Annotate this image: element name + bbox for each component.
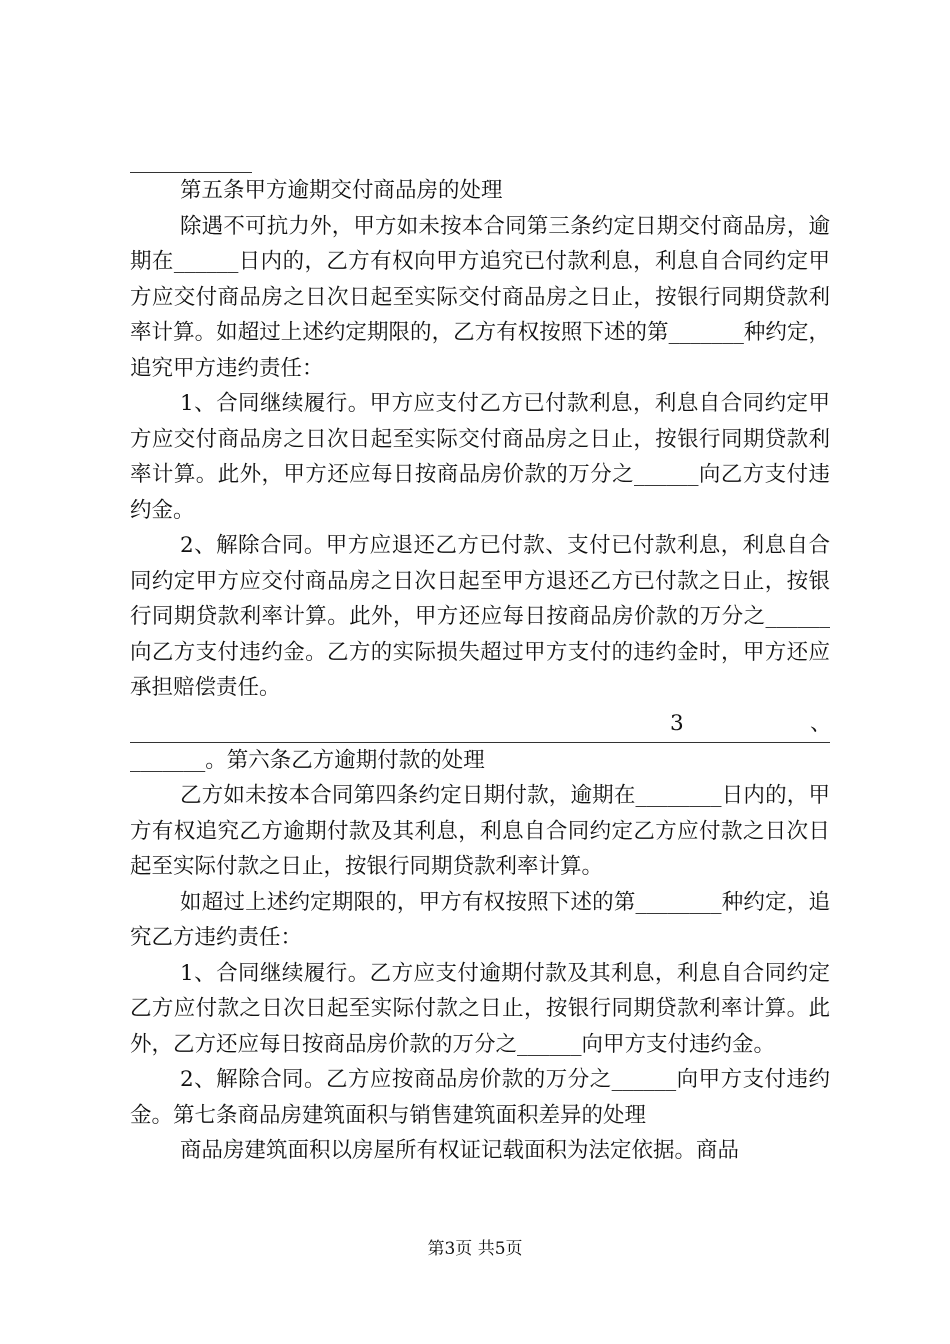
item-3-number: 3: [670, 710, 684, 736]
section5-item-1: 1、合同继续履行。甲方应支付乙方已付款利息，利息自合同约定甲方应交付商品房之日次日起至实际交付商品房之日止，按银行同期贷款利率计算。此外，甲方还应每日按商品房价款的万分之______向乙方支付违约金。: [130, 391, 830, 523]
section5-paragraph: 除遇不可抗力外，甲方如未按本合同第三条约定日期交付商品房，逾期在______日内的，乙方有权向甲方追究已付款利息，利息自合同约定甲方应交付商品房之日次日起至实际交付商品房之日止，按银行同期贷款利率计算。如超过上述约定期限的，乙方有权按照下述的第_______种约定，追究甲方违约责任：: [130, 213, 830, 381]
page-number-label: 第3页 共5页: [427, 1239, 523, 1259]
section5-item-3-marker: [130, 706, 830, 742]
section5-title: 第五条甲方逾期交付商品房的处理: [180, 178, 503, 203]
page-footer: [0, 1238, 950, 1260]
section7-paragraph-1: 商品房建筑面积以房屋所有权证记载面积为法定依据。商品: [180, 1138, 740, 1163]
section6-paragraph-1: 乙方如未按本合同第四条约定日期付款，逾期在________日内的，甲方有权追究乙方逾期付款及其利息，利息自合同约定乙方应付款之日次日起至实际付款之日止，按银行同期贷款利率计算。: [130, 783, 830, 879]
item-3-dash: 、: [810, 710, 832, 736]
section6-item-2: 2、解除合同。乙方应按商品房价款的万分之______向甲方支付违约金。第七条商品房建筑面积与销售建筑面积差异的处理: [130, 1067, 830, 1128]
section6-item-1: 1、合同继续履行。乙方应支付逾期付款及其利息，利息自合同约定乙方应付款之日次日起至实际付款之日止，按银行同期贷款利率计算。此外，乙方还应每日按商品房价款的万分之______向甲方支付违约金。: [130, 960, 830, 1057]
section5-item-2: 2、解除合同。甲方应退还乙方已付款、支付已付款利息，利息自合同约定甲方应交付商品房之日次日起至甲方退还乙方已付款之日止，按银行同期贷款利率计算。此外，甲方还应每日按商品房价款的万分之______向乙方支付违约金。乙方的实际损失超过甲方支付的违约金时，甲方还应承担赔偿责任。: [130, 533, 830, 700]
section6-paragraph-2: 如超过上述约定期限的，甲方有权按照下述的第________种约定，追究乙方违约责任：: [130, 889, 830, 950]
document-body: [130, 172, 830, 1169]
section6-title: _______。第六条乙方逾期付款的处理: [130, 747, 485, 773]
